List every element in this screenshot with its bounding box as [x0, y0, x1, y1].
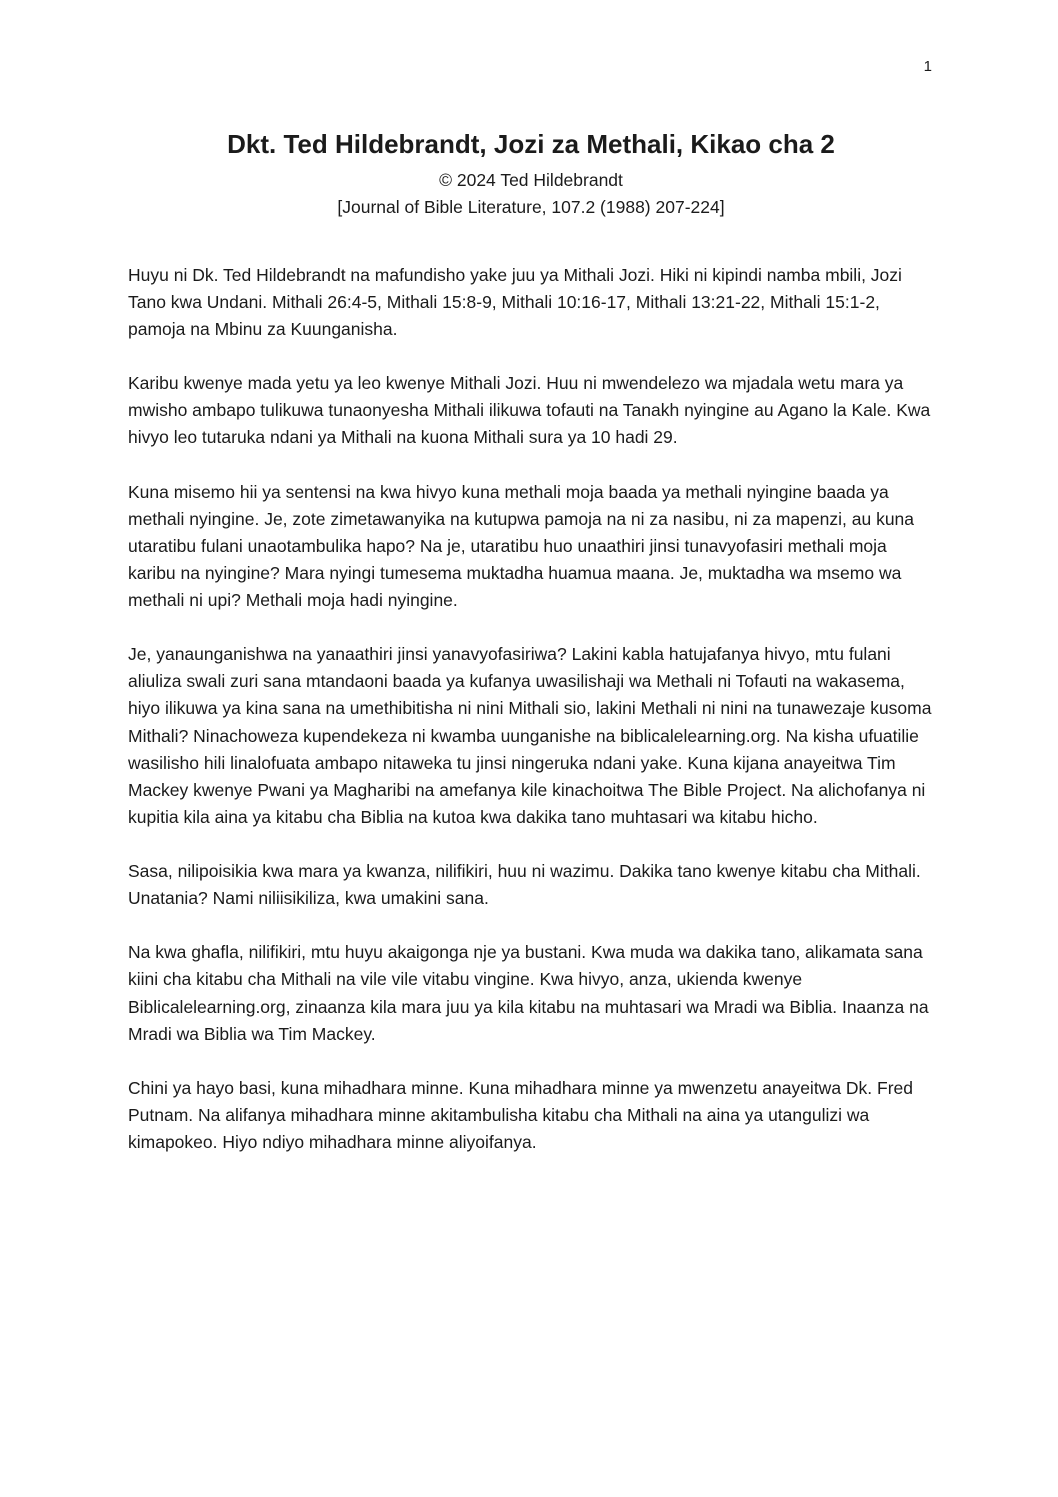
page-content — [128, 128, 934, 1156]
body-paragraph: Sasa, nilipoisikia kwa mara ya kwanza, nilifikiri, huu ni wazimu. Dakika tano kwenye kitabu cha Mithali. Unatania? Nami niliisikiliza, kwa umakini sana. — [128, 861, 921, 909]
body-paragraph: Chini ya hayo basi, kuna mihadhara minne. Kuna mihadhara minne ya mwenzetu anayeitwa Dk. Fred Putnam. Na alifanya mihadhara minne akitambulisha kitabu cha Mithali na aina ya utangulizi wa kimapokeo. Hiyo ndiyo mihadhara minne aliyoifanya. — [128, 1077, 914, 1152]
body-paragraph: Na kwa ghafla, nilifikiri, mtu huyu akaigonga nje ya bustani. Kwa muda wa dakika tano, alikamata sana kiini cha kitabu cha Mithali na vile vile vitabu vingine. Kwa hivyo, anza, ukienda kwenye Biblicalelearning.org, zinaanza kila mara juu ya kila kitabu na muhtasari wa Mradi wa Biblia. Inaanza na Mradi wa Biblia wa Tim Mackey. — [128, 942, 929, 1044]
body-paragraph: Huyu ni Dk. Ted Hildebrandt na mafundisho yake juu ya Mithali Jozi. Hiki ni kipindi namba mbili, Jozi Tano kwa Undani. Mithali 26:4-5, Mithali 15:8-9, Mithali 10:16-17, Mithali 13:21-22, Mithali 15:1-2, pamoja na Mbinu za Kuunganisha. — [128, 264, 902, 339]
body-paragraph: Je, yanaunganishwa na yanaathiri jinsi yanavyofasiriwa? Lakini kabla hatujafanya hivyo, mtu fulani aliuliza swali zuri sana mtandaoni baada ya kufanya uwasilishaji wa Methali ni Tofauti na wakasema, hiyo ilikuwa ya kina sana na umethibitisha ni nini Mithali sio, lakini Methali ni nini na tunawezaje kusoma Mithali? Ninachoweza kupendekeza ni kwamba uunganishe na biblicalelearning.org. Na kisha ufuatilie wasilisho hili linalofuata ambapo nitaweka tu jinsi ningeruka ndani yake. Kuna kijana anayeitwa Tim Mackey kwenye Pwani ya Magharibi na amefanya kile kinachoitwa The Bible Project. Na alichofanya ni kupitia kila aina ya kitabu cha Biblia na kutoa kwa dakika tano muhtasari wa kitabu hicho. — [128, 644, 932, 827]
body-paragraph: Karibu kwenye mada yetu ya leo kwenye Mithali Jozi. Huu ni mwendelezo wa mjadala wetu mara ya mwisho ambapo tulikuwa tunaonyesha Mithali ilikuwa tofauti na Tanakh nyingine au Agano la Kale. Kwa hivyo leo tutaruka ndani ya Mithali na kuona Mithali sura ya 10 hadi 29. — [128, 373, 931, 448]
header-spacer — [128, 221, 934, 235]
body-paragraph: Kuna misemo hii ya sentensi na kwa hivyo kuna methali moja baada ya methali nyingine baada ya methali nyingine. Je, zote zimetawanyika na kutupwa pamoja na ni za nasibu, ni za mapenzi, au kuna utaratibu fulani unaotambulika hapo? Na je, utaratibu huo unaathiri jinsi tunavyofasiri methali moja karibu na nyingine? Mara nyingi tumesema muktadha huamua maana. Je, muktadha wa msemo wa methali ni upi? Methali moja hadi nyingine. — [128, 481, 915, 610]
page-number: 1 — [923, 58, 932, 75]
citation-line: [Journal of Bible Literature, 107.2 (1988) 207-224] — [337, 196, 725, 217]
document-title: Dkt. Ted Hildebrandt, Jozi za Methali, Kikao cha 2 — [227, 129, 835, 159]
copyright-line: © 2024 Ted Hildebrandt — [439, 169, 623, 190]
